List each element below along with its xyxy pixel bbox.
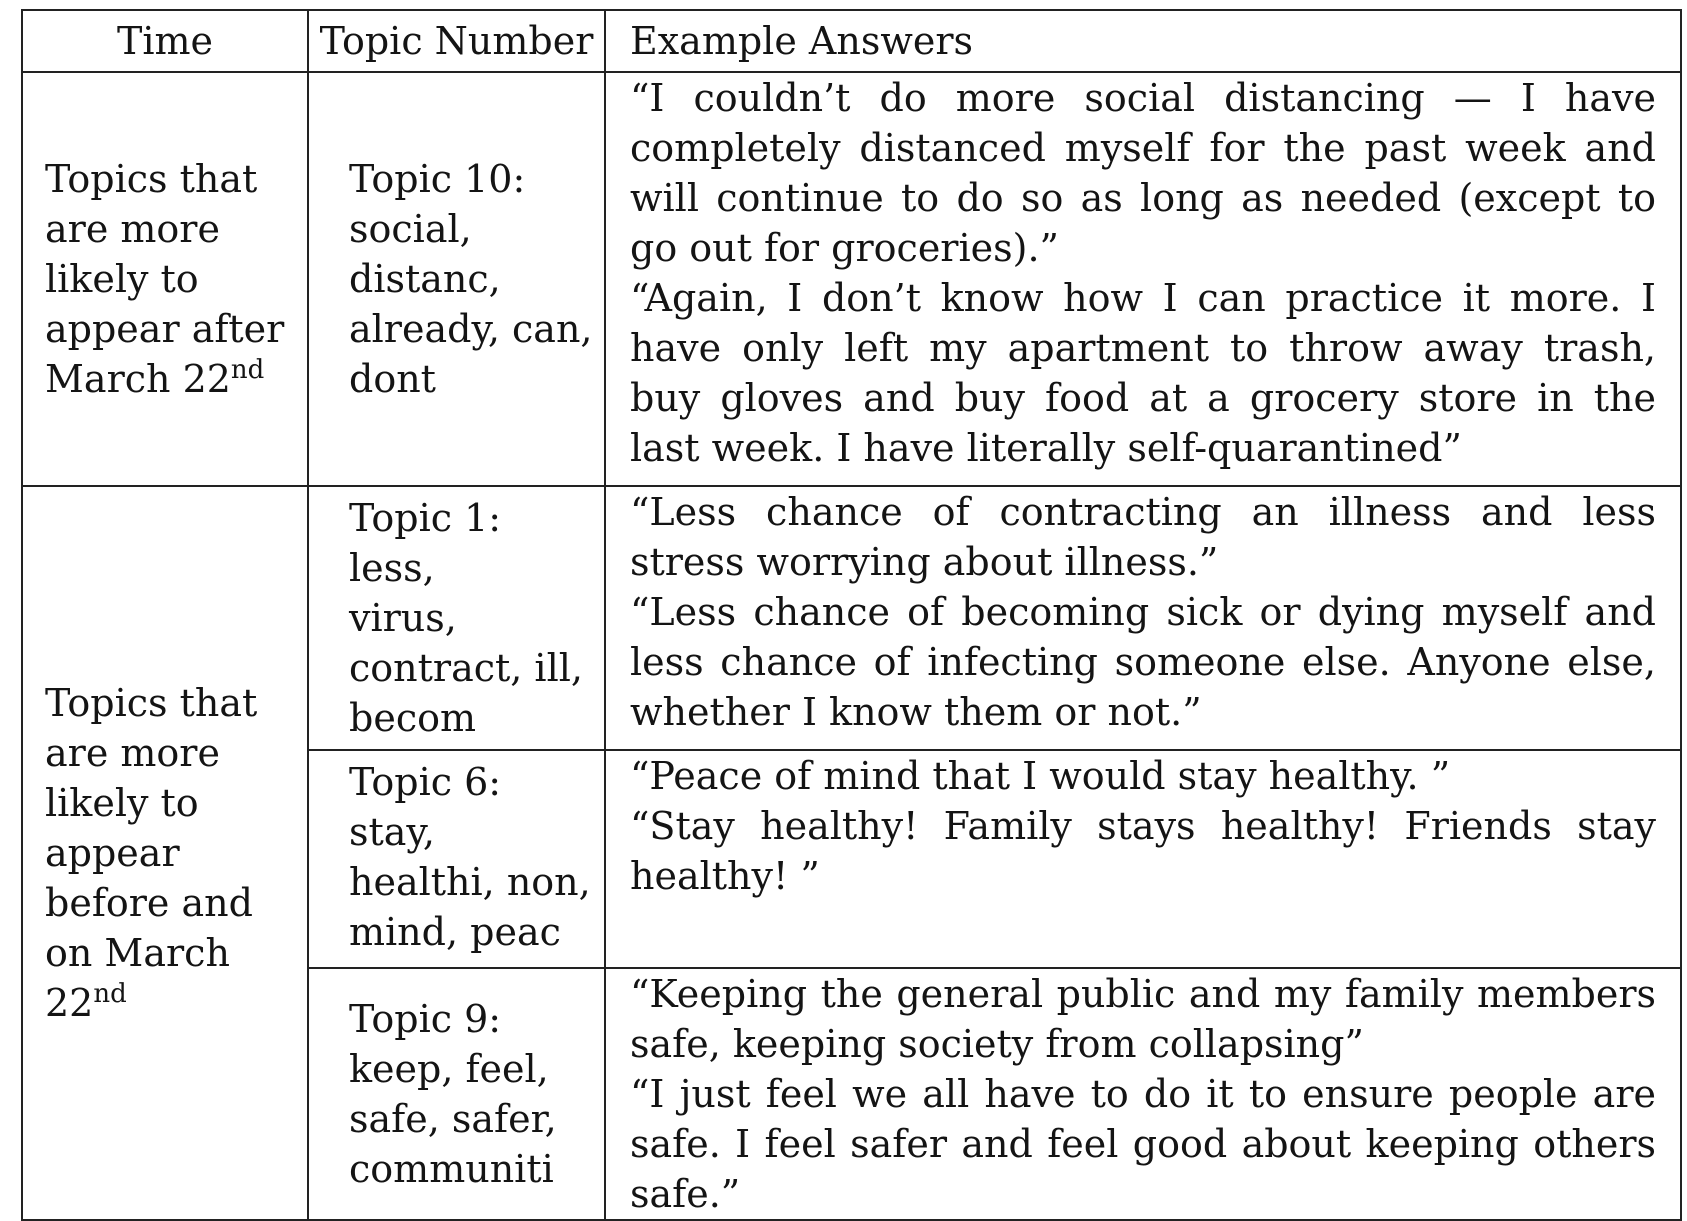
topic-line: mind, peac (349, 910, 561, 954)
time-cell-before (22, 486, 308, 1220)
table-row (22, 486, 1681, 750)
header-example-answers: Example Answers (605, 10, 1681, 72)
time-ordinal-suffix: nd (230, 355, 265, 385)
header-row (22, 10, 1681, 72)
header-time: Time (22, 10, 308, 72)
topic-line: social, (349, 207, 472, 251)
example-answer: “Less chance of contracting an illness and less stress worrying about illness.” (630, 490, 1656, 584)
topic-line: Topic 10: (349, 157, 526, 201)
topic-cell (308, 486, 605, 750)
topic-line: Topic 1: less, (349, 496, 502, 590)
topic-line: safe, safer, (349, 1097, 557, 1141)
example-answer: “Peace of mind that I would stay healthy. ” (630, 754, 1451, 798)
example-answer: “Keeping the general public and my family members safe, keeping society from collapsing” (630, 972, 1656, 1066)
topic-line: contract, ill, (349, 646, 583, 690)
example-answer: “I just feel we all have to do it to ensure people are safe. I feel safer and feel good about keeping others safe.” (630, 1072, 1656, 1216)
example-answer: “Less chance of becoming sick or dying myself and less chance of infecting someone else. Anyone else, whether I know them or not.” (630, 590, 1656, 734)
topic-cell (308, 72, 605, 486)
topic-line: Topic 9: (349, 997, 502, 1041)
topic-cell (308, 750, 605, 968)
topic-line: healthi, non, (349, 860, 591, 904)
time-label: Topics that are more likely to appear after March 22 (45, 157, 285, 401)
table-row (22, 72, 1681, 486)
answers-cell (605, 72, 1681, 486)
time-label: Topics that are more likely to appear before and on March 22 (45, 681, 258, 1025)
topic-line: Topic 6: stay, (349, 760, 502, 854)
answers-cell (605, 486, 1681, 750)
topic-line: already, can, (349, 307, 593, 351)
example-answer: “Again, I don’t know how I can practice it more. I have only left my apartment to throw away trash, buy gloves and buy food at a grocery store in the last week. I have literally self-quarantined” (630, 276, 1656, 470)
topic-line: communiti (349, 1147, 554, 1191)
example-answer: “Stay healthy! Family stays healthy! Friends stay healthy! ” (630, 804, 1656, 898)
example-answer: “I couldn’t do more social distancing — I have completely distanced myself for the past week and will continue to do so as long as needed (except to go out for groceries).” (630, 76, 1656, 270)
topic-line: distanc, (349, 257, 501, 301)
topic-line: keep, feel, (349, 1047, 549, 1091)
topics-table (21, 9, 1682, 1221)
header-topic-number: Topic Number (308, 10, 605, 72)
topic-cell (308, 968, 605, 1220)
answers-cell (605, 750, 1681, 968)
topic-line: becom (349, 696, 477, 740)
time-ordinal-suffix: nd (93, 979, 127, 1009)
time-cell-after (22, 72, 308, 486)
topic-line: dont (349, 357, 436, 401)
answers-cell (605, 968, 1681, 1220)
topic-line: virus, (349, 596, 457, 640)
